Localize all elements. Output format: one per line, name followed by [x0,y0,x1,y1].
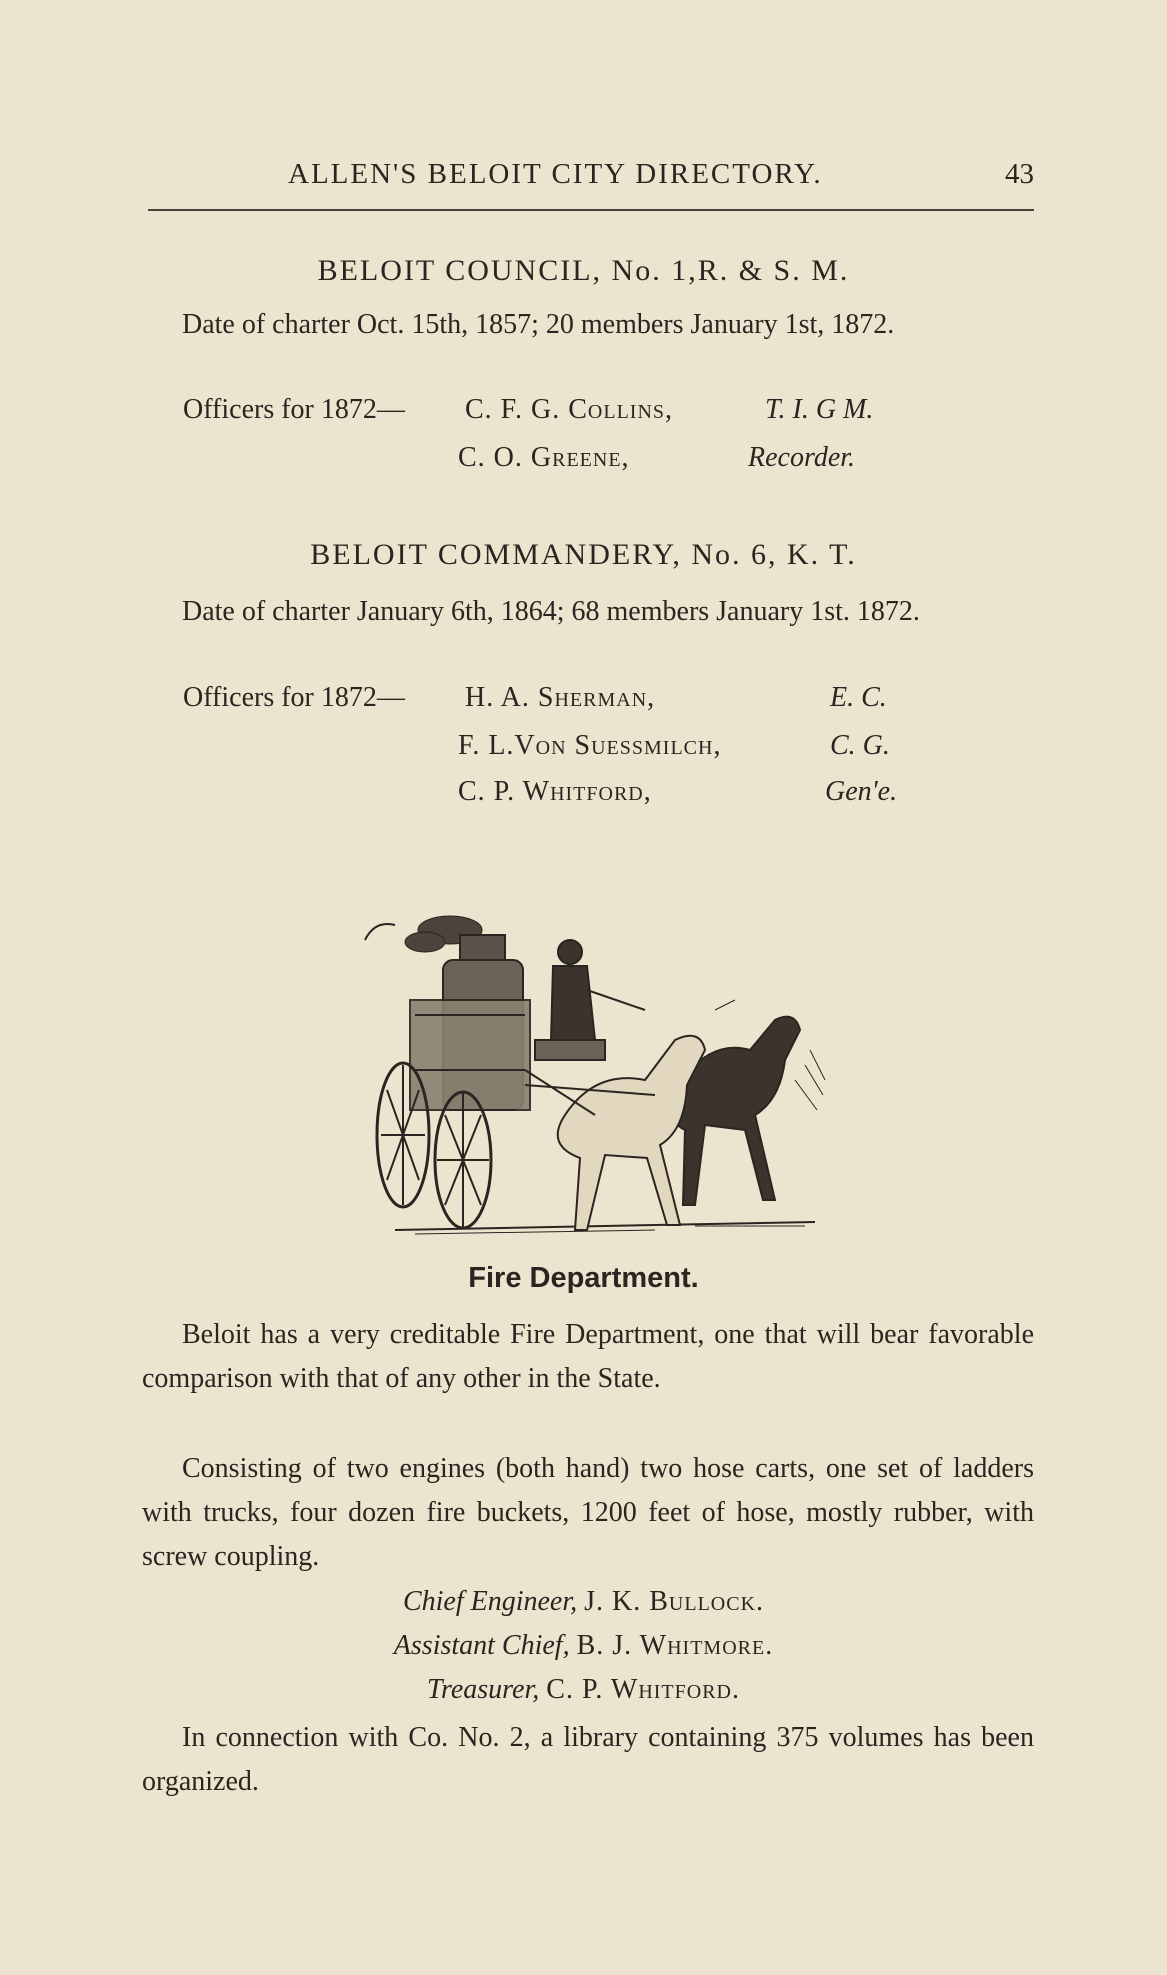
fire-paragraph-1: Beloit has a very creditable Fire Department, one that will bear favorable comparison with that of any other in the State. [142,1319,1034,1394]
staff-name: B. J. Whitmore. [576,1630,774,1661]
council-officer-title: Recorder. [748,442,856,473]
council-officer-name: C. F. G. Collins, [465,394,674,425]
staff-role: Chief Engineer, [402,1586,578,1617]
council-officers-label: Officers for 1872— [183,394,405,425]
council-charter-text: Date of charter Oct. 15th, 1857; 20 members January 1st, 1872. [182,309,895,340]
fire-staff-entry [0,1586,1167,1618]
staff-role: Treasurer, [426,1674,540,1705]
commandery-officer-name: C. P. Whitford, [458,776,652,807]
commandery-officer-title: Gen'e. [825,776,898,807]
running-head-title: ALLEN'S BELOIT CITY DIRECTORY. [288,158,823,190]
fire-staff-entry [0,1674,1167,1706]
fire-paragraph-3: In connection with Co. No. 2, a library containing 375 volumes has been organized. [142,1722,1034,1797]
fire-department-caption: Fire Department. [468,1262,699,1294]
staff-role: Assistant Chief, [393,1630,570,1661]
commandery-officer-name: F. L.Von Suessmilch, [458,730,722,761]
staff-name: J. K. Bullock. [584,1586,765,1617]
fire-paragraph-2: Consisting of two engines (both hand) two hose carts, one set of ladders with trucks, four dozen fire buckets, 1200 feet of hose, mostly rubber, with screw coupling. [142,1453,1034,1572]
page-number: 43 [1005,158,1034,190]
commandery-officers-label: Officers for 1872— [183,682,405,713]
running-head [148,158,1034,198]
commandery-officer-title: E. C. [830,682,887,713]
commandery-officer-name: H. A. Sherman, [465,682,656,713]
commandery-charter-text: Date of charter January 6th, 1864; 68 members January 1st. 1872. [182,596,920,627]
council-officer-title: T. I. G M. [765,394,874,425]
council-heading: BELOIT COUNCIL, No. 1,R. & S. M. [317,254,850,287]
fire-engine-illustration [355,900,835,1260]
council-officer-name: C. O. Greene, [458,442,630,473]
commandery-officer-title: C. G. [830,730,890,761]
fire-staff-entry [0,1630,1167,1662]
staff-name: C. P. Whitford. [546,1674,741,1705]
commandery-heading: BELOIT COMMANDERY, No. 6, K. T. [310,538,857,571]
header-rule [148,209,1034,211]
